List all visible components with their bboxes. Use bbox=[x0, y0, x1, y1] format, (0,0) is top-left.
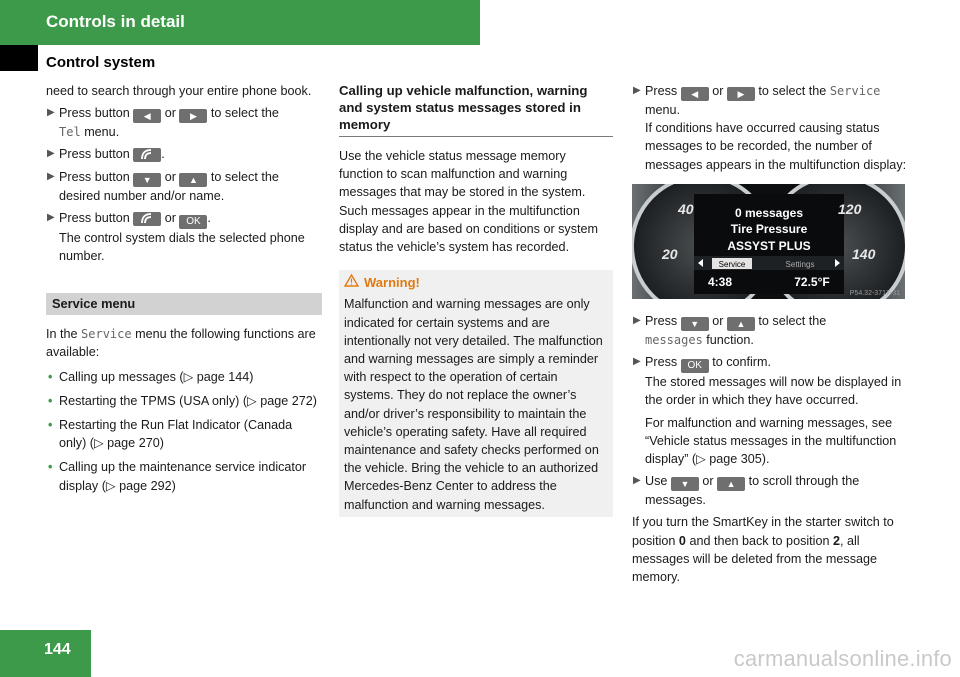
step-arrow-icon: ▶ bbox=[633, 356, 641, 368]
step-note-text: For malfunction and warning messages, see “Vehicle status messages in the multifunction display” (▷ page 305). bbox=[645, 415, 897, 467]
svg-text:Tire Pressure: Tire Pressure bbox=[730, 221, 808, 236]
warning-box bbox=[339, 270, 613, 517]
section-title: Control system bbox=[46, 54, 156, 71]
step-arrow-icon: ▶ bbox=[633, 315, 641, 327]
bullet-icon: • bbox=[48, 460, 53, 475]
list-item: • Restarting the Run Flat Indicator (Canada only) (▷ page 270) bbox=[48, 418, 293, 451]
service-menu-heading: Service menu bbox=[46, 293, 322, 315]
service-intro: In the Service menu the following functions are available: bbox=[46, 327, 316, 360]
step-arrow-icon: ▶ bbox=[47, 107, 55, 119]
left-arrow-key-icon: ◀ bbox=[133, 109, 161, 123]
step-arrow-icon: ▶ bbox=[47, 170, 55, 182]
watermark: carmanualsonline.info bbox=[733, 646, 952, 671]
phone-send-key-icon bbox=[133, 148, 161, 162]
step-confirm: ▶ Press OK to confirm. The stored messages will now be displayed in the order in which they have occurred. For malfunction and warning messages, see “Vehicle status messages in the multifunction display” (▷ page 305). bbox=[632, 353, 910, 468]
step-result-text: If conditions have occurred causing status messages to be recorded, the number of messages appears in the multifunction display: bbox=[645, 121, 907, 172]
messages-function-name: messages bbox=[645, 333, 703, 348]
warning-triangle-icon bbox=[344, 274, 359, 292]
tel-menu-name: Tel bbox=[59, 125, 81, 140]
list-item: • Calling up messages (▷ page 144) bbox=[46, 368, 322, 386]
service-menu-name: Service bbox=[829, 84, 881, 98]
step-result-text: The stored messages will now be displayed in the order in which they have occurred. bbox=[645, 375, 902, 408]
svg-text:40: 40 bbox=[678, 200, 694, 217]
intro-text: need to search through your entire phone book. bbox=[46, 84, 312, 98]
svg-text:ASSYST PLUS: ASSYST PLUS bbox=[727, 238, 811, 253]
chapter-title: Controls in detail bbox=[46, 12, 185, 31]
down-arrow-key-icon: ▼ bbox=[671, 477, 699, 491]
svg-text:Settings: Settings bbox=[785, 259, 815, 269]
up-arrow-key-icon: ▲ bbox=[717, 477, 745, 491]
warning-body: Malfunction and warning messages are only indicated for certain systems and are intentionally not very detailed. The malfunction and warning messages are simply a reminder with respect to the operation of certain systems. They do not replace the owner’s and/or driver’s responsibility to maintain the vehicle’s operating safety. Have all required maintenance and safety checks performed on the vehicle. Bring the vehicle to an authorized Mercedes-Benz Center to address the malfunction and warning messages. bbox=[344, 297, 603, 512]
ok-key-icon: OK bbox=[681, 359, 709, 373]
step-dial: ▶ Press button or OK . The control system dials the selected phone number. bbox=[46, 209, 322, 265]
section-marker bbox=[0, 45, 38, 71]
step-select-tel: ▶ Press button ◀ or ▶ to select the Tel menu. bbox=[47, 106, 279, 140]
page-number: 144 bbox=[44, 641, 71, 658]
list-item: • Restarting the TPMS (USA only) (▷ page 272) bbox=[46, 392, 322, 410]
svg-text:0 messages: 0 messages bbox=[734, 205, 804, 220]
step-select-service: ▶ Press ◀ or ▶ to select the Service menu. If conditions have occurred causing status messages to be recorded, the number of messages appears in the multifunction display: bbox=[632, 82, 910, 174]
warning-title: Warning! bbox=[344, 274, 608, 292]
step-arrow-icon: ▶ bbox=[633, 475, 641, 487]
right-arrow-key-icon: ▶ bbox=[727, 87, 755, 101]
step-arrow-icon: ▶ bbox=[47, 211, 55, 223]
column-2 bbox=[339, 82, 613, 517]
malfunction-body: Use the vehicle status message memory function to scan malfunction and warning messages that may be stored in the system. Such messages appear in the multifunction display and are based on conditions or system status the vehicle’s system has recorded. bbox=[339, 149, 599, 255]
ok-key-icon: OK bbox=[179, 215, 207, 229]
bullet-icon: • bbox=[48, 393, 53, 408]
svg-text:20: 20 bbox=[662, 245, 678, 262]
step-arrow-icon: ▶ bbox=[47, 148, 55, 160]
bullet-icon: • bbox=[48, 418, 53, 433]
down-arrow-key-icon: ▼ bbox=[681, 317, 709, 331]
left-arrow-key-icon: ◀ bbox=[681, 87, 709, 101]
column-1 bbox=[46, 82, 322, 495]
bullet-icon: • bbox=[48, 369, 53, 384]
list-item: • Calling up the maintenance service indicator display (▷ page 292) bbox=[48, 460, 307, 493]
svg-text:72.5°F: 72.5°F bbox=[794, 274, 830, 289]
delete-note: If you turn the SmartKey in the starter switch to position 0 and then back to position 2, all messages will be deleted from the message memory. bbox=[632, 515, 894, 585]
right-arrow-key-icon: ▶ bbox=[179, 109, 207, 123]
instrument-cluster-image bbox=[632, 184, 910, 304]
svg-text:140: 140 bbox=[852, 245, 876, 262]
svg-text:P54.32-3717-31: P54.32-3717-31 bbox=[849, 289, 900, 297]
svg-text:4:38: 4:38 bbox=[707, 274, 733, 289]
down-arrow-key-icon: ▼ bbox=[133, 173, 161, 187]
svg-text:Service: Service bbox=[718, 259, 746, 269]
step-arrow-icon: ▶ bbox=[633, 85, 641, 96]
svg-text:120: 120 bbox=[838, 200, 862, 217]
service-menu-name: Service bbox=[81, 327, 132, 342]
step-scroll: ▶ Use ▼ or ▲ to scroll through the messages. bbox=[633, 474, 860, 508]
up-arrow-key-icon: ▲ bbox=[179, 173, 207, 187]
step-press-send: ▶ Press button . bbox=[46, 145, 322, 163]
column-3 bbox=[632, 82, 910, 586]
malfunction-heading: Calling up vehicle malfunction, warning and system status messages stored in memory bbox=[339, 82, 613, 137]
step-select-messages: ▶ Press ▼ or ▲ to select the messages function. bbox=[633, 314, 827, 348]
up-arrow-key-icon: ▲ bbox=[727, 317, 755, 331]
step-result-text: The control system dials the selected phone number. bbox=[59, 230, 305, 264]
phone-send-key-icon bbox=[133, 212, 161, 226]
step-select-number: ▶ Press button ▼ or ▲ to select the desired number and/or name. bbox=[47, 169, 279, 203]
